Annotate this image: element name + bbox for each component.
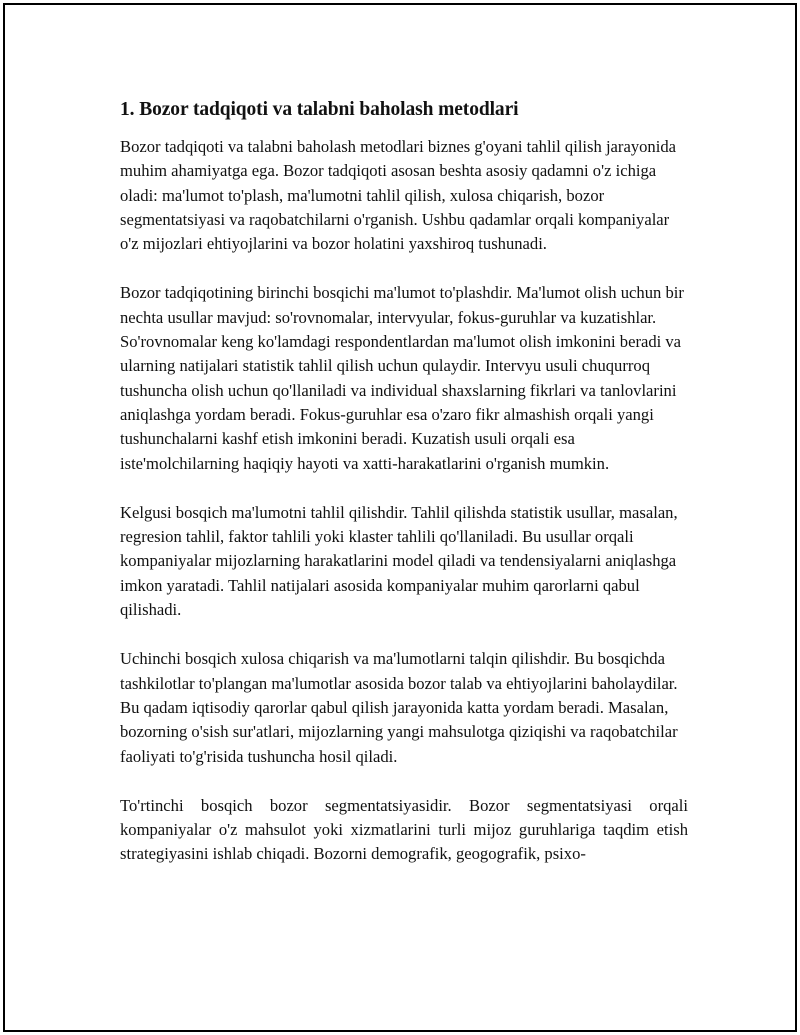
document-page bbox=[3, 3, 797, 1032]
document-body bbox=[120, 97, 688, 892]
paragraph-segmentation: To'rtinchi bosqich bozor segmentatsiyasidir. Bozor segmentatsiyasi orqali kompaniyalar o'z mahsulot yoki xizmatlarini turli mijoz guruhlariga taqdim etish strategiyasini ishlab chiqadi. Bozorni demografik, geogografik, psixo- bbox=[120, 795, 688, 864]
paragraph-data-analysis: Kelgusi bosqich ma'lumotni tahlil qilishdir. Tahlil qilishda statistik usullar, masalan, regresion tahlil, faktor tahlili yoki klaster tahlili qo'llaniladi. Bu usullar orqali kompaniyalar mijozlarning harakatlarini model qiladi va tendensiyalarni aniqlashga imkon yaratadi. Tahlil natijalari asosida kompaniyalar muhim qarorlarni qabul qilishadi. bbox=[120, 502, 678, 620]
paragraph-data-collection: Bozor tadqiqotining birinchi bosqichi ma'lumot to'plashdir. Ma'lumot olish uchun bir nechta usullar mavjud: so'rovnomalar, intervyular, fokus-guruhlar va kuzatishlar. So'rovnomalar keng ko'lamdagi respondentlardan ma'lumot olish imkonini beradi va ularning natijalari statistik tahlil qilish uchun qulaydir. Intervyu usuli chuqurroq tushuncha olish uchun qo'llaniladi va individual shaxslarning fikrlari va tanlovlarini aniqlashga yordam beradi. Fokus-guruhlar esa o'zaro fikr almashish orqali yangi tushunchalarni kashf etish imkonini beradi. Kuzatish usuli orqali esa iste'molchilarning haqiqiy hayoti va xatti-harakatlarini o'rganish mumkin. bbox=[120, 283, 684, 473]
section-heading: 1. Bozor tadqiqoti va talabni baholash metodlari bbox=[120, 99, 519, 120]
paragraph-intro: Bozor tadqiqoti va talabni baholash metodlari biznes g'oyani tahlil qilish jarayonida muhim ahamiyatga ega. Bozor tadqiqoti asosan beshta asosiy qadamni o'z ichiga oladi: ma'lumot to'plash, ma'lumotni tahlil qilish, xulosa chiqarish, bozor segmentatsiyasi va raqobatchilarni o'rganish. Ushbu qadamlar orqali kompaniyalar o'z mijozlari ehtiyojlarini va bozor holatini yaxshiroq tushunadi. bbox=[120, 137, 676, 254]
paragraph-conclusions: Uchinchi bosqich xulosa chiqarish va ma'lumotlarni talqin qilishdir. Bu bosqichda tashkilotlar to'plangan ma'lumotlar asosida bozor talab va ehtiyojlarini baholaydilar. Bu qadam iqtisodiy qarorlar qabul qilish jarayonida katta yordam beradi. Masalan, bozorning o'sish sur'atlari, mijozlarning yangi mahsulotga qiziqishi va raqobatchilar faoliyati to'g'risida tushuncha hosil qiladi. bbox=[120, 649, 678, 766]
